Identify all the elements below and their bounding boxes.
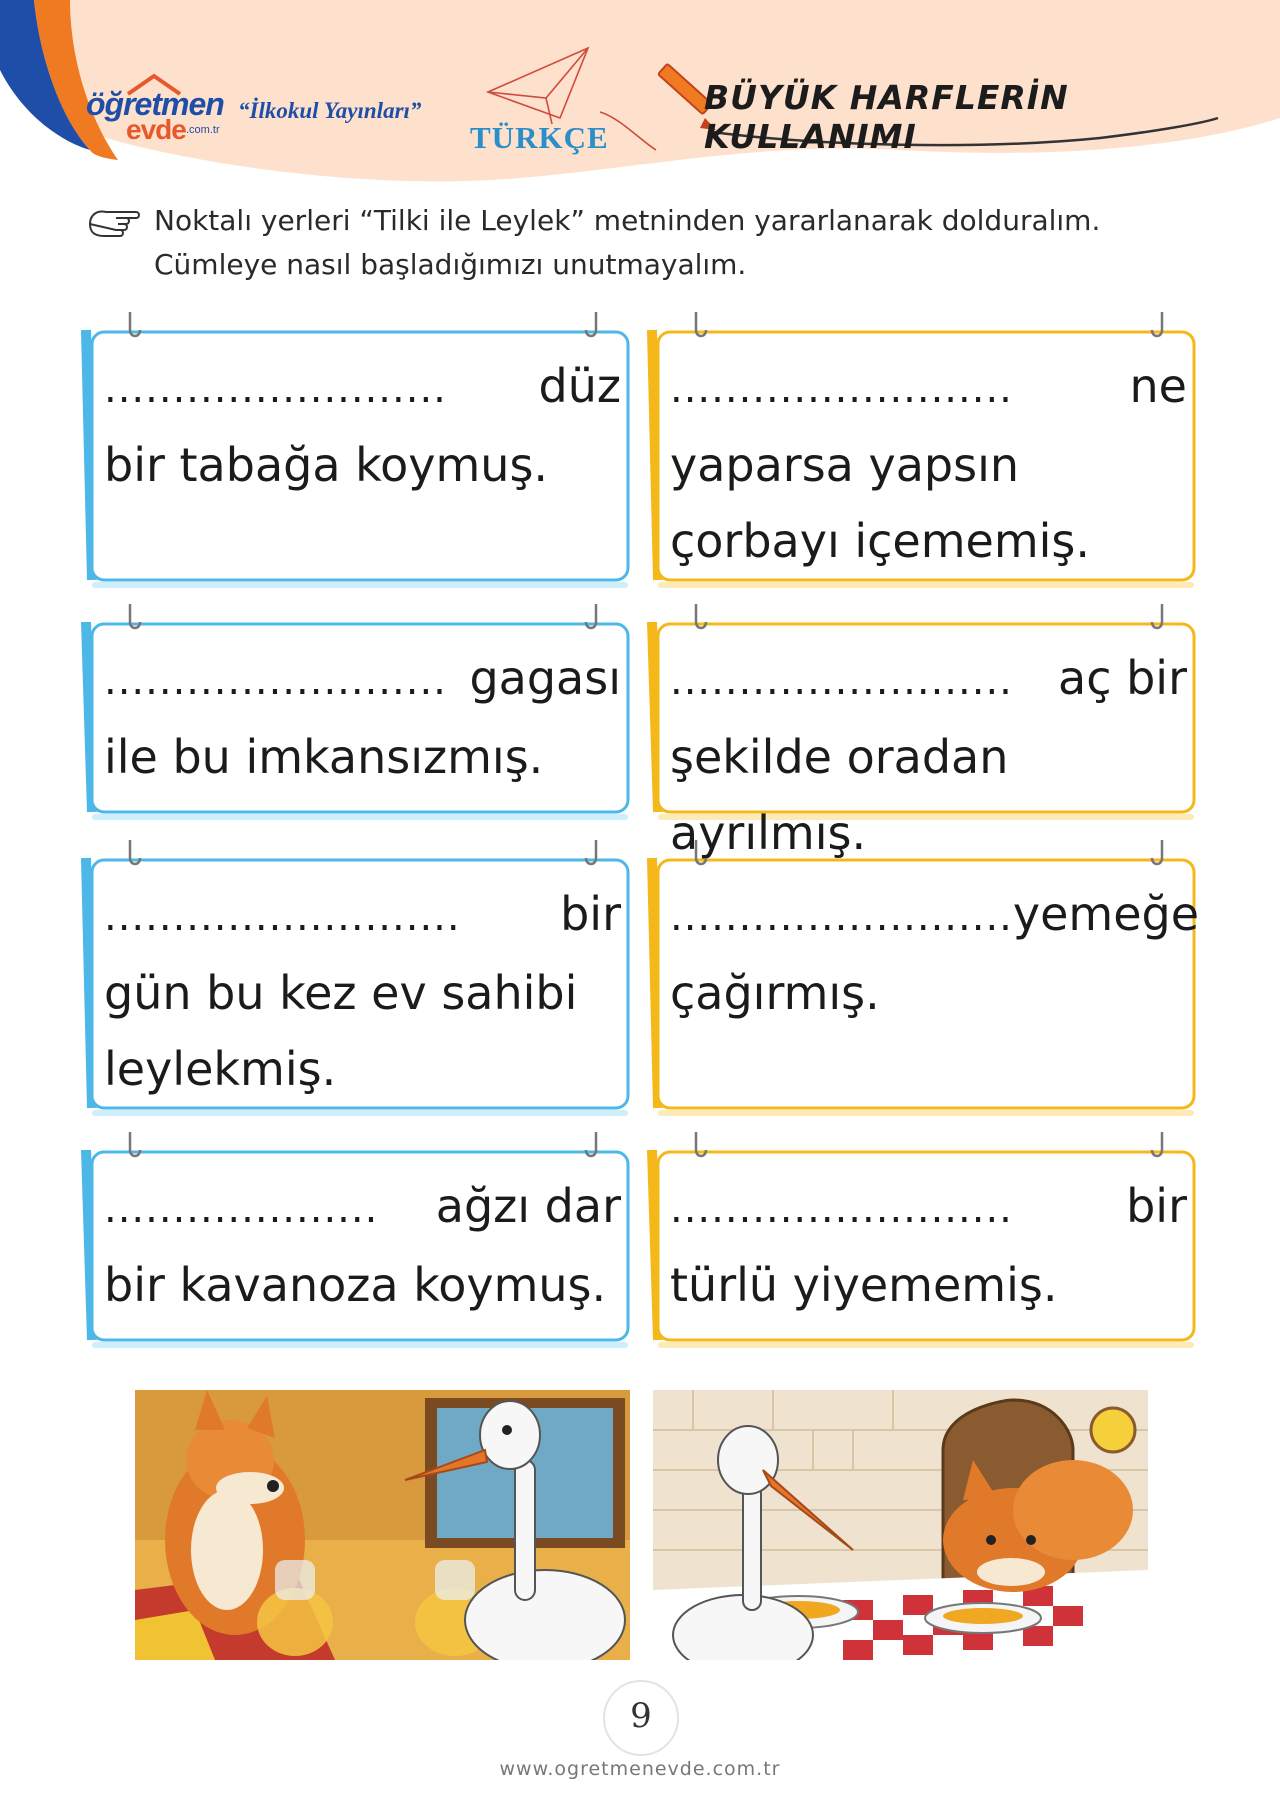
page-number-badge — [603, 1680, 679, 1756]
card-first-word: ne — [1129, 359, 1187, 413]
fill-in-blank[interactable]: ......................... — [670, 658, 1013, 704]
card-first-word: yemeğe — [1012, 887, 1200, 941]
sentence-card-6 — [648, 848, 1201, 1118]
sentence-card-4 — [648, 612, 1201, 860]
fox-and-stork-jars-illustration — [135, 1390, 630, 1660]
card-first-word: düz — [538, 359, 621, 413]
logo-text-suffix: .com.tr — [186, 124, 220, 136]
card-first-word: gagası — [469, 651, 621, 705]
instruction-line-1: Noktalı yerleri “Tilki ile Leylek” metninden yararlanarak dolduralım. — [154, 204, 1101, 237]
header-band — [0, 0, 1280, 200]
sentence-card-8 — [648, 1140, 1201, 1350]
card-first-word: bir — [560, 887, 621, 941]
fill-in-blank[interactable]: ......................... — [104, 366, 447, 412]
subject-title: TÜRKÇE — [470, 120, 609, 155]
fill-in-blank[interactable]: ......................... — [104, 658, 447, 704]
card-first-word: aç bir — [1058, 651, 1187, 705]
instruction-line-2: Cümleye nasıl başladığımızı unutmayalım. — [154, 248, 747, 281]
card-rings-icon — [648, 1128, 1201, 1168]
topic-title: BÜYÜK HARFLERİN KULLANIMI — [704, 78, 1069, 156]
card-sentence-rest: bir tabağa koymuş. — [104, 438, 549, 492]
logo-text-evde: evde — [126, 114, 186, 145]
fill-in-blank[interactable]: ......................... — [670, 1186, 1013, 1232]
card-rings-icon — [648, 308, 1201, 348]
logo — [86, 72, 236, 152]
card-first-word: ağzı dar — [435, 1179, 621, 1233]
pointing-hand-icon — [86, 202, 142, 246]
card-first-word: bir — [1126, 1179, 1187, 1233]
logo-text-ogretmen: öğretmen — [86, 86, 224, 122]
sentence-card-3 — [82, 612, 635, 822]
card-rings-icon — [82, 836, 635, 876]
card-sentence-rest: ile bu imkansızmış. — [104, 730, 544, 784]
sentence-card-1 — [82, 320, 635, 590]
sentence-card-5 — [82, 848, 635, 1118]
fill-in-blank[interactable]: ......................... — [670, 366, 1013, 412]
card-rings-icon — [82, 1128, 635, 1168]
card-rings-icon — [82, 308, 635, 348]
card-sentence-rest: gün bu kez ev sahibi leylekmiş. — [104, 966, 578, 1096]
publisher-name: “İlkokul Yayınları” — [238, 98, 422, 123]
sentence-card-7 — [82, 1140, 635, 1350]
footer-url[interactable]: www.ogretmenevde.com.tr — [499, 1758, 781, 1780]
fill-in-blank[interactable]: .................... — [104, 1186, 379, 1232]
fill-in-blank[interactable]: ......................... — [670, 894, 1013, 940]
card-sentence-rest: bir kavanoza koymuş. — [104, 1258, 607, 1312]
card-rings-icon — [82, 600, 635, 640]
card-rings-icon — [648, 836, 1201, 876]
card-sentence-rest: çağırmış. — [670, 966, 880, 1020]
fill-in-blank[interactable]: .......................... — [104, 894, 461, 940]
card-rings-icon — [648, 600, 1201, 640]
sentence-card-2 — [648, 320, 1201, 590]
stork-and-fox-soup-plates-illustration — [653, 1390, 1148, 1660]
card-sentence-rest: türlü yiyememiş. — [670, 1258, 1058, 1312]
page-number: 9 — [630, 1696, 652, 1736]
card-sentence-rest: şekilde oradan ayrılmış. — [670, 730, 1009, 860]
card-sentence-rest: yaparsa yapsın çorbayı içememiş. — [670, 438, 1091, 568]
